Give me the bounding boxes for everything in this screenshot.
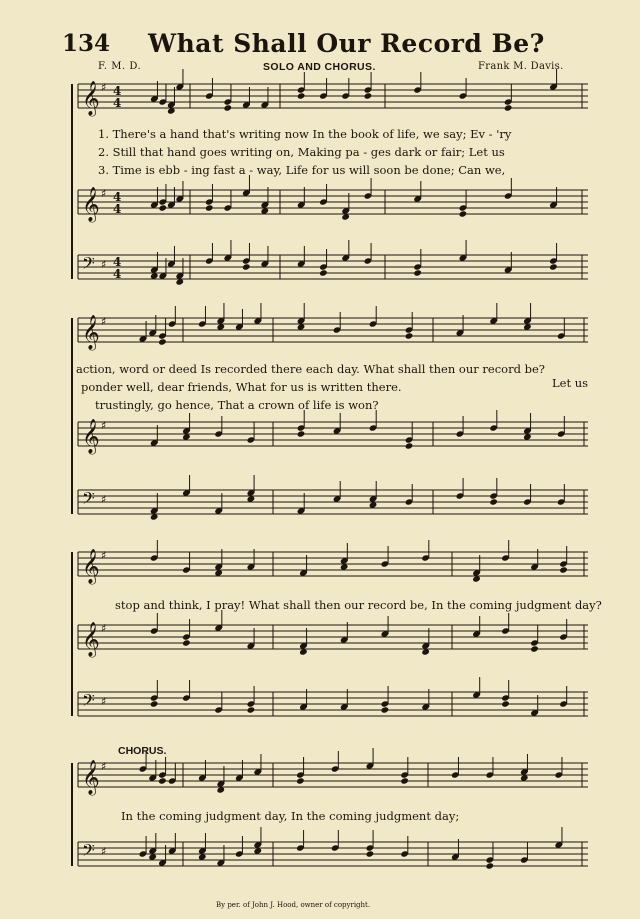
svg-text:♯: ♯	[101, 493, 107, 506]
treble-clef-icon: 𝄞	[82, 760, 100, 795]
bass-clef-icon: 𝄢	[82, 840, 95, 864]
verse-3-line-1: 3. Time is ebb - ing fast a - way, Life for us will soon be done; Can we,	[98, 163, 506, 177]
lyricist-credit: F. M. D.	[98, 61, 142, 72]
svg-text:4: 4	[113, 84, 122, 98]
hymn-title: What Shall Our Record Be?	[148, 29, 545, 58]
svg-text:4: 4	[113, 202, 122, 216]
verse-2-line-2-tail: Let us	[552, 376, 589, 390]
hymn-type-label: SOLO AND CHORUS.	[263, 61, 376, 73]
svg-text:♯: ♯	[101, 419, 107, 432]
treble-clef-icon: 𝄞	[82, 549, 100, 584]
svg-text:4: 4	[113, 96, 122, 110]
verse-1-line-2: action, word or deed Is recorded there each day. What shall then our record be?	[76, 362, 545, 376]
svg-text:4: 4	[113, 190, 122, 204]
svg-text:♯: ♯	[101, 187, 107, 200]
svg-text:♯: ♯	[101, 845, 107, 858]
svg-text:4: 4	[113, 255, 122, 269]
verse-2-line-2: ponder well, dear friends, What for us is written there.	[81, 380, 402, 394]
bass-clef-icon: 𝄢	[82, 488, 95, 512]
treble-clef-icon: 𝄞	[82, 81, 100, 116]
treble-clef-icon: 𝄞	[82, 187, 100, 222]
svg-text:♯: ♯	[101, 622, 107, 635]
page-number: 134	[62, 30, 111, 57]
bass-clef-icon: 𝄢	[82, 253, 95, 277]
bass-clef-icon: 𝄢	[82, 690, 95, 714]
verse-3-line-2: trustingly, go hence, That a crown of life is won?	[95, 398, 379, 412]
treble-clef-icon: 𝄞	[82, 315, 100, 350]
verse-2-line-1: 2. Still that hand goes writing on, Making pa - ges dark or fair; Let us	[98, 145, 505, 159]
refrain-line: stop and think, I pray! What shall then our record be, In the coming judgment day?	[115, 598, 602, 612]
svg-text:4: 4	[113, 267, 122, 281]
treble-clef-icon: 𝄞	[82, 419, 100, 454]
svg-text:♯: ♯	[101, 549, 107, 562]
copyright-footer: By per. of John J. Hood, owner of copyright.	[216, 901, 371, 909]
chorus-lyrics: In the coming judgment day, In the coming judgment day;	[121, 809, 460, 823]
svg-text:♯: ♯	[101, 760, 107, 773]
svg-text:♯: ♯	[101, 81, 107, 94]
composer-credit: Frank M. Davis.	[478, 61, 564, 72]
treble-clef-icon: 𝄞	[82, 622, 100, 657]
verse-1-line-1: 1. There's a hand that's writing now In the book of life, we say; Ev - 'ry	[98, 127, 512, 141]
svg-text:♯: ♯	[101, 258, 107, 271]
chorus-label: CHORUS.	[118, 745, 167, 757]
svg-text:♯: ♯	[101, 315, 107, 328]
svg-text:♯: ♯	[101, 695, 107, 708]
